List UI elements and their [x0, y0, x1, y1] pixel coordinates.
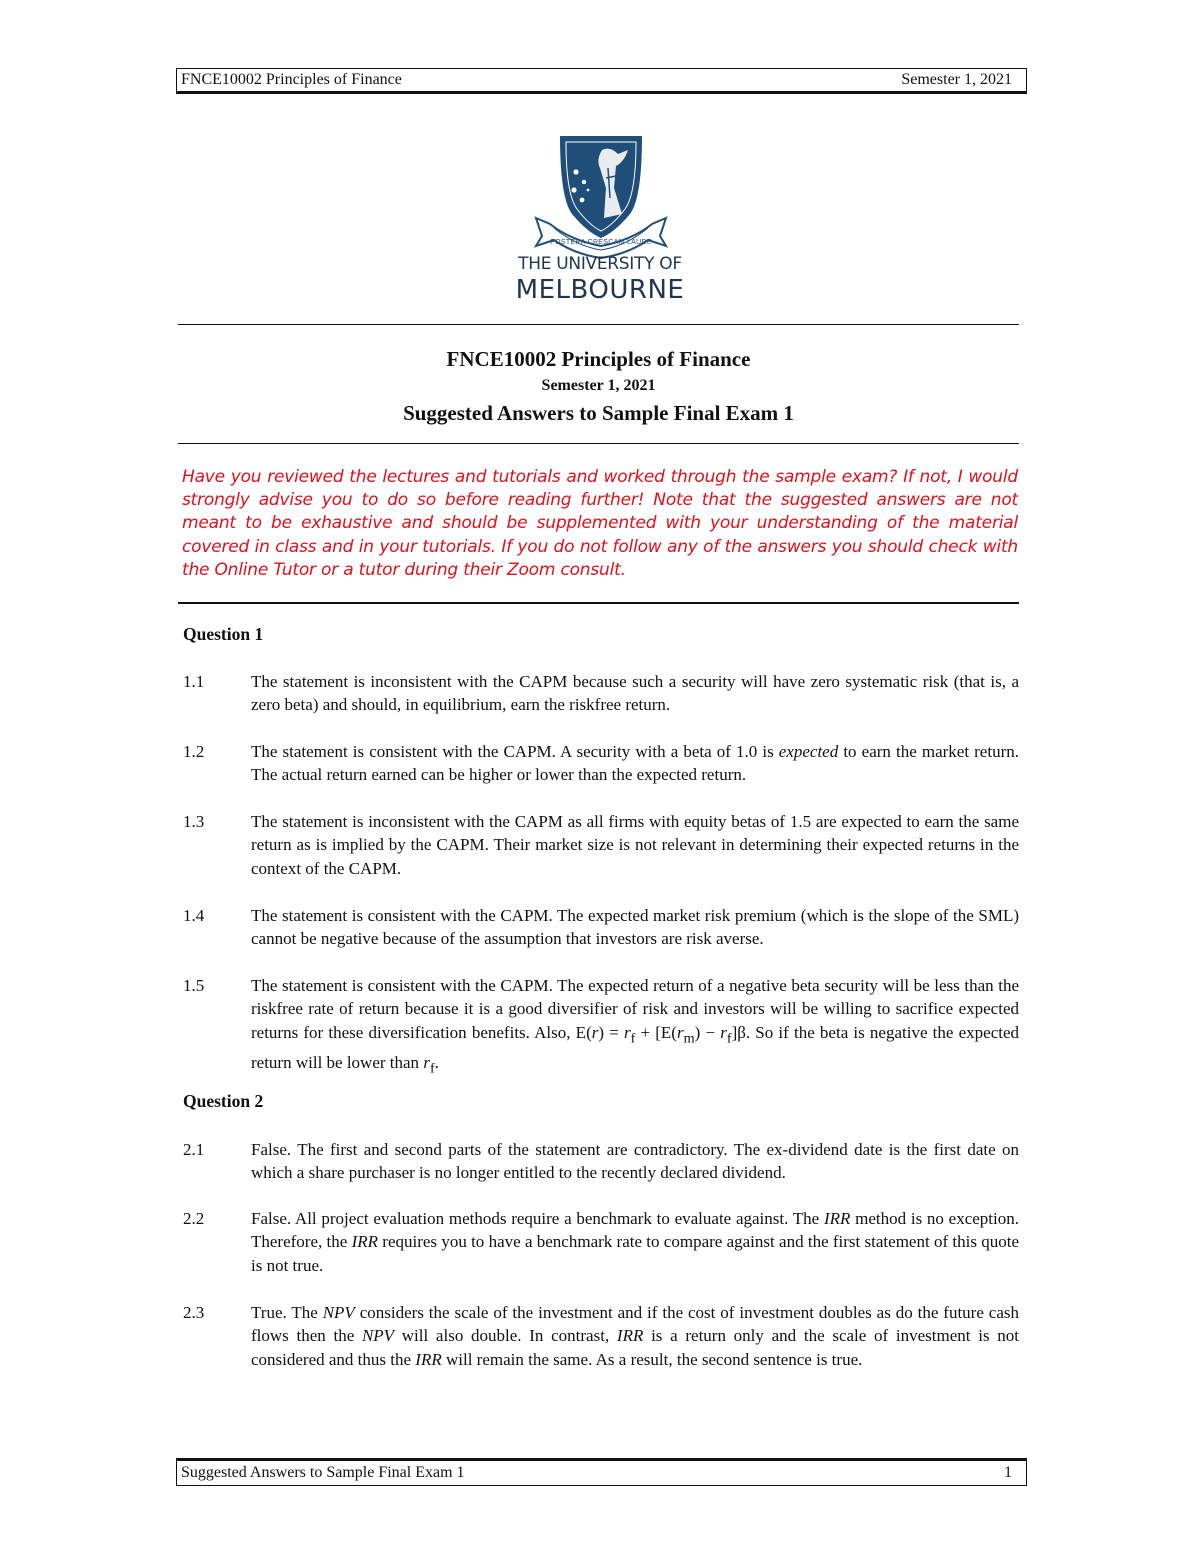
- question-1-heading: Question 1: [183, 624, 264, 644]
- answer-number: 1.1: [183, 672, 205, 691]
- divider-warning: [178, 602, 1019, 604]
- page-header: [176, 68, 1027, 94]
- answer-text: The statement is consistent with the CAPM. A security with a beta of 1.0 is expected to earn the market return. The actual return earned can be higher or lower than the expected return.: [251, 742, 1019, 785]
- header-semester: Semester 1, 2021: [901, 71, 1012, 88]
- logo-line2: MELBOURNE: [515, 275, 685, 305]
- answer-text: The statement is inconsistent with the CAPM because such a security will have zero systematic risk (that is, a zero beta) and should, in equilibrium, earn the riskfree return.: [251, 672, 1019, 715]
- header-course: FNCE10002 Principles of Finance: [181, 71, 402, 88]
- answer-text: False. The first and second parts of the statement are contradictory. The ex-dividend date is the first date on which a share purchaser is no longer entitled to the recently declared dividend.: [251, 1140, 1019, 1183]
- answer-number: 1.3: [183, 812, 205, 831]
- page-number: 1: [1004, 1464, 1012, 1481]
- answer-number: 1.5: [183, 976, 205, 995]
- answer-text: The statement is inconsistent with the CAPM as all firms with equity betas of 1.5 are expected to earn the same return as is implied by the CAPM. Their market size is not relevant in determining their expected returns in the context of the CAPM.: [251, 812, 1019, 878]
- answer-number: 2.3: [183, 1303, 205, 1322]
- doc-subtitle: Suggested Answers to Sample Final Exam 1: [403, 401, 794, 425]
- logo-line1: THE UNIVERSITY OF: [518, 254, 682, 274]
- divider-title: [178, 443, 1019, 444]
- footer-title: Suggested Answers to Sample Final Exam 1: [181, 1464, 465, 1481]
- answer-number: 2.1: [183, 1140, 205, 1159]
- logo-motto: POSTERA CRESCAM LAUDE: [550, 239, 652, 246]
- doc-course-title: FNCE10002 Principles of Finance: [446, 347, 751, 371]
- answer-text: The statement is consistent with the CAPM. The expected market risk premium (which is the slope of the SML) cannot be negative because of the assumption that investors are risk averse.: [251, 906, 1019, 949]
- divider-top: [178, 324, 1019, 325]
- answer-text: The statement is consistent with the CAPM. The expected return of a negative beta security will be less than the riskfree rate of return because it is a good diversifier of risk and investors will be willing to sacrifice expected returns for these diversification benefits. Also, $E(r) = r_f + [E(r_m) - r_f]\beta$. So if the beta is negative the expected return will be lower than $r_f$.: [251, 976, 1020, 1076]
- answer-number: 1.2: [183, 742, 205, 761]
- answer-number: 2.2: [183, 1209, 205, 1228]
- question-2-heading: Question 2: [183, 1091, 264, 1111]
- warning-note: Have you reviewed the lectures and tutorials and worked through the sample exam? If not, I would strongly advise you to do so before reading further! Note that the suggested answers are not meant to be exhaustive and should be supplemented with your understanding of the material covered in class and in your tutorials. If you do not follow any of the answers you should check with the Online Tutor or a tutor during their Zoom consult.: [182, 467, 1018, 580]
- university-logo: [510, 128, 690, 308]
- answer-number: 1.4: [183, 906, 205, 925]
- answer-text: False. All project evaluation methods require a benchmark to evaluate against. The IRR method is no exception. Therefore, the IRR requires you to have a benchmark rate to compare against and the first statement of this quote is not true.: [251, 1209, 1019, 1275]
- doc-semester: Semester 1, 2021: [541, 377, 656, 394]
- page-footer: [176, 1458, 1027, 1486]
- answer-text: True. The NPV considers the scale of the investment and if the cost of investment doubles as do the future cash flows then the NPV will also double. In contrast, IRR is a return only and the scale of investment is not considered and thus the IRR will remain the same. As a result, the second sentence is true.: [251, 1303, 1020, 1369]
